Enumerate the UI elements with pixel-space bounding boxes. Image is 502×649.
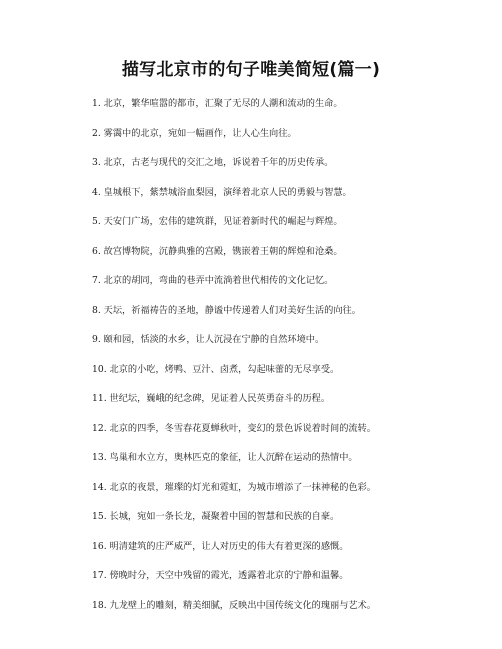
list-item: 12. 北京的四季，冬雪春花夏蝉秋叶，变幻的景色诉说着时间的流转。 (92, 422, 376, 434)
list-item: 16. 明清建筑的庄严威严，让人对历史的伟大有着更深的感慨。 (92, 540, 349, 552)
list-item: 3. 北京，古老与现代的交汇之地，诉说着千年的历史传承。 (92, 157, 334, 168)
list-item: 11. 世纪坛，巍峨的纪念碑，见证着人民英勇奋斗的历程。 (92, 393, 331, 404)
sentence-list (92, 96, 492, 627)
list-item: 4. 皇城根下，紫禁城浴血梨园，演绎着北京人民的勇毅与智慧。 (92, 186, 352, 198)
list-item: 6. 故宫博物院，沉静典雅的宫殿，镌嵌着王朝的辉煌和沧桑。 (92, 245, 343, 257)
list-item: 10. 北京的小吃，烤鸭、豆汁、卤煮，勾起味蕾的无尽享受。 (92, 363, 340, 375)
list-item: 18. 九龙壁上的雕刻，精美细腻，反映出中国传统文化的瑰丽与艺术。 (92, 599, 376, 611)
list-item: 2. 雾霭中的北京，宛如一幅画作，让人心生向往。 (92, 127, 297, 139)
list-item: 15. 长城，宛如一条长龙，凝聚着中国的智慧和民族的自豪。 (92, 511, 340, 522)
list-item: 1. 北京，繁华喧嚣的都市，汇聚了无尽的人潮和流动的生命。 (92, 98, 343, 109)
list-item: 8. 天坛，祈福祷告的圣地，静谧中传递着人们对美好生活的向往。 (92, 304, 361, 316)
list-item: 17. 傍晚时分，天空中残留的霞光，透露着北京的宁静和温馨。 (92, 570, 349, 581)
list-item: 13. 鸟巢和水立方，奥林匹克的象征，让人沉醉在运动的热情中。 (92, 452, 358, 463)
list-item: 9. 颐和园，恬淡的水乡，让人沉浸在宁静的自然环境中。 (92, 334, 325, 345)
list-item: 14. 北京的夜景，璀璨的灯光和霓虹，为城市增添了一抹神秘的色彩。 (92, 481, 376, 493)
list-item: 5. 天安门广场，宏伟的建筑群，见证着新时代的崛起与辉煌。 (92, 216, 343, 227)
list-item: 7. 北京的胡同，弯曲的巷弄中流淌着世代相传的文化记忆。 (92, 275, 334, 286)
document-title: 描写北京市的句子唯美简短(篇一) (121, 60, 381, 80)
